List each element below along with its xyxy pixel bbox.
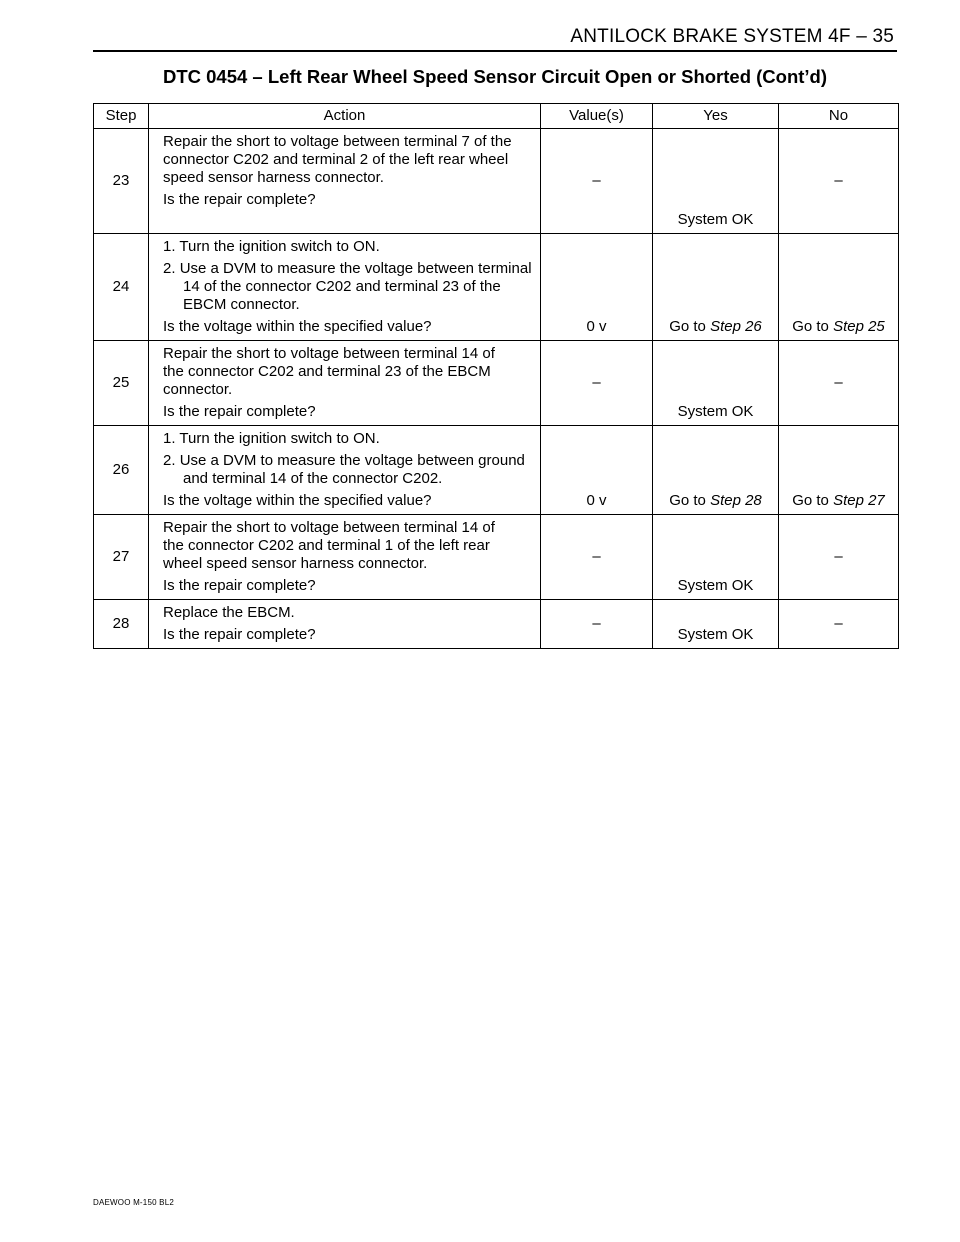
column-header-action: Action <box>149 104 541 129</box>
action-question: Is the repair complete? <box>163 577 316 594</box>
page-header: ANTILOCK BRAKE SYSTEM 4F – 35 <box>570 26 894 47</box>
item-number: 2. <box>163 260 176 277</box>
action-text: Repair the short to voltage between terminal 14 of <box>163 519 495 536</box>
column-header-values: Value(s) <box>541 104 653 129</box>
action-question: Is the repair complete? <box>163 626 316 643</box>
step-reference: Step 26 <box>710 318 762 335</box>
value-cell: 0 v <box>541 234 653 341</box>
step-reference: Step 27 <box>833 492 885 509</box>
table-row <box>94 341 899 426</box>
step-reference: Step 25 <box>833 318 885 335</box>
goto-text: Go to <box>792 318 829 335</box>
action-cell <box>149 515 541 600</box>
no-cell: – <box>779 600 899 649</box>
action-text: Replace the EBCM. <box>163 604 295 621</box>
table-row <box>94 426 899 515</box>
goto-text: Go to <box>792 492 829 509</box>
action-list-item <box>163 452 532 488</box>
value-cell: – <box>541 515 653 600</box>
action-text: Repair the short to voltage between terminal 7 of the <box>163 133 512 150</box>
diagnostic-table <box>93 103 899 649</box>
item-text: Turn the ignition switch to ON. <box>179 430 380 447</box>
action-cell <box>149 600 541 649</box>
item-number: 1. <box>163 238 176 255</box>
page-footer: DAEWOO M-150 BL2 <box>93 1198 175 1207</box>
action-text: speed sensor harness connector. <box>163 169 384 186</box>
action-list-item <box>163 260 532 314</box>
item-text: Use a DVM to measure the voltage between terminal 14 of the connector C202 and terminal 23 of the EBCM connector. <box>179 260 532 313</box>
no-cell: – <box>779 341 899 426</box>
no-cell <box>779 234 899 341</box>
goto-text: Go to <box>669 492 706 509</box>
item-number: 1. <box>163 430 176 447</box>
step-number: 25 <box>94 341 149 426</box>
action-cell <box>149 341 541 426</box>
column-header-yes: Yes <box>653 104 779 129</box>
step-reference: Step 28 <box>710 492 762 509</box>
step-number: 28 <box>94 600 149 649</box>
step-number: 27 <box>94 515 149 600</box>
table-row <box>94 515 899 600</box>
no-cell: – <box>779 515 899 600</box>
action-question: Is the voltage within the specified value? <box>163 318 432 335</box>
value-cell: – <box>541 341 653 426</box>
action-cell <box>149 129 541 234</box>
action-text: wheel speed sensor harness connector. <box>163 555 428 572</box>
value-cell: – <box>541 600 653 649</box>
action-text: Repair the short to voltage between terminal 14 of <box>163 345 495 362</box>
yes-cell <box>653 234 779 341</box>
value-cell: 0 v <box>541 426 653 515</box>
table-row <box>94 129 899 234</box>
yes-cell <box>653 426 779 515</box>
yes-cell: System OK <box>653 341 779 426</box>
goto-text: Go to <box>669 318 706 335</box>
action-question: Is the voltage within the specified value? <box>163 492 432 509</box>
table-row <box>94 234 899 341</box>
yes-cell: System OK <box>653 600 779 649</box>
action-text: the connector C202 and terminal 1 of the left rear <box>163 537 490 554</box>
header-rule <box>93 50 897 52</box>
action-question: Is the repair complete? <box>163 191 316 208</box>
column-header-no: No <box>779 104 899 129</box>
step-number: 23 <box>94 129 149 234</box>
step-number: 26 <box>94 426 149 515</box>
action-text: connector C202 and terminal 2 of the left rear wheel <box>163 151 509 168</box>
action-list-item <box>163 430 532 448</box>
item-text: Turn the ignition switch to ON. <box>179 238 380 255</box>
action-text: connector. <box>163 381 233 398</box>
table-row <box>94 600 899 649</box>
no-cell <box>779 426 899 515</box>
item-number: 2. <box>163 452 176 469</box>
action-cell <box>149 234 541 341</box>
step-number: 24 <box>94 234 149 341</box>
column-header-step: Step <box>94 104 149 129</box>
action-list-item <box>163 238 532 256</box>
table-header-row <box>94 104 899 129</box>
action-cell <box>149 426 541 515</box>
value-cell: – <box>541 129 653 234</box>
action-text: the connector C202 and terminal 23 of the EBCM <box>163 363 491 380</box>
action-question: Is the repair complete? <box>163 403 316 420</box>
no-cell: – <box>779 129 899 234</box>
item-text: Use a DVM to measure the voltage between ground and terminal 14 of the connector C202. <box>179 452 525 487</box>
yes-cell: System OK <box>653 515 779 600</box>
yes-cell: System OK <box>653 129 779 234</box>
page-title: DTC 0454 – Left Rear Wheel Speed Sensor Circuit Open or Shorted (Cont’d) <box>162 66 828 87</box>
